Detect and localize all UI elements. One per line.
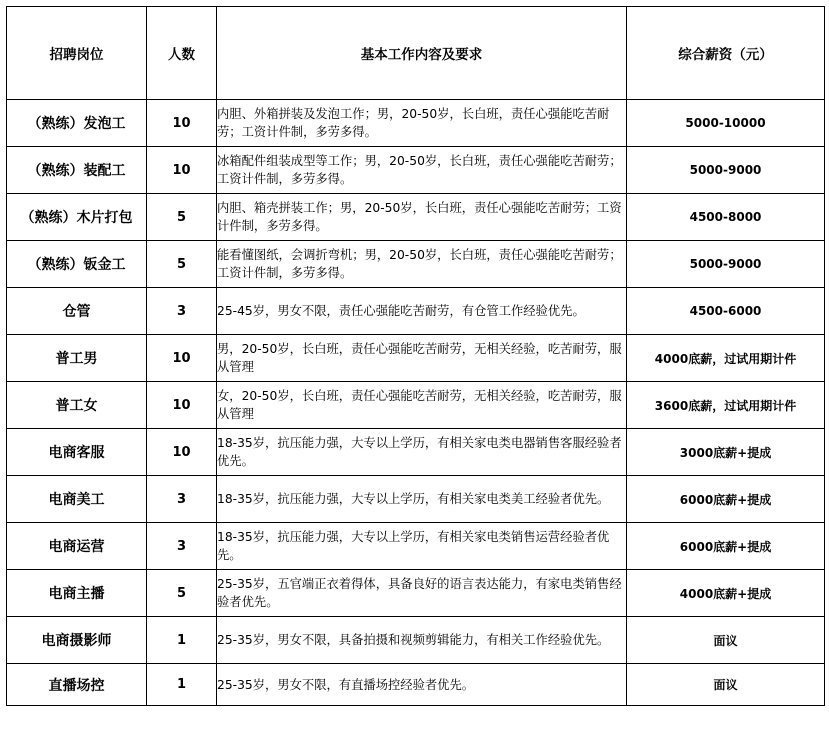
position-cell: 普工男 — [7, 335, 147, 382]
count-cell: 5 — [147, 241, 217, 288]
requirements-cell: 25-45岁，男女不限，责任心强能吃苦耐劳，有仓管工作经验优先。 — [217, 288, 627, 335]
requirements-cell: 冰箱配件组装成型等工作；男，20-50岁，长白班，责任心强能吃苦耐劳；工资计件制，多劳多得。 — [217, 147, 627, 194]
requirements-cell: 25-35岁，男女不限，具备拍摄和视频剪辑能力，有相关工作经验优先。 — [217, 617, 627, 664]
requirements-cell: 内胆、箱壳拼装工作；男，20-50岁，长白班，责任心强能吃苦耐劳；工资计件制，多劳多得。 — [217, 194, 627, 241]
requirements-cell: 18-35岁，抗压能力强，大专以上学历，有相关家电类美工经验者优先。 — [217, 476, 627, 523]
requirements-cell: 25-35岁，男女不限，有直播场控经验者优先。 — [217, 664, 627, 706]
count-cell: 5 — [147, 194, 217, 241]
count-cell: 10 — [147, 429, 217, 476]
salary-cell: 6000底薪+提成 — [627, 523, 825, 570]
table-row — [7, 147, 825, 194]
table-row — [7, 100, 825, 147]
salary-cell: 5000-9000 — [627, 147, 825, 194]
table-row — [7, 429, 825, 476]
position-cell: 电商美工 — [7, 476, 147, 523]
count-cell: 3 — [147, 523, 217, 570]
table-row — [7, 241, 825, 288]
table-row — [7, 570, 825, 617]
count-cell: 3 — [147, 476, 217, 523]
header-requirements: 基本工作内容及要求 — [217, 7, 627, 100]
position-cell: 电商运营 — [7, 523, 147, 570]
salary-cell: 4500-8000 — [627, 194, 825, 241]
header-row — [7, 7, 825, 100]
table-row — [7, 617, 825, 664]
header-salary: 综合薪资（元） — [627, 7, 825, 100]
count-cell: 10 — [147, 335, 217, 382]
recruitment-table — [6, 6, 825, 706]
count-cell: 10 — [147, 147, 217, 194]
position-cell: 普工女 — [7, 382, 147, 429]
salary-cell: 面议 — [627, 664, 825, 706]
table-row — [7, 335, 825, 382]
position-cell: （熟练）木片打包 — [7, 194, 147, 241]
requirements-cell: 18-35岁，抗压能力强，大专以上学历，有相关家电类销售运营经验者优先。 — [217, 523, 627, 570]
table-row — [7, 382, 825, 429]
count-cell: 1 — [147, 664, 217, 706]
header-count: 人数 — [147, 7, 217, 100]
salary-cell: 6000底薪+提成 — [627, 476, 825, 523]
table-row — [7, 476, 825, 523]
position-cell: 仓管 — [7, 288, 147, 335]
position-cell: （熟练）装配工 — [7, 147, 147, 194]
count-cell: 5 — [147, 570, 217, 617]
salary-cell: 4500-6000 — [627, 288, 825, 335]
requirements-cell: 25-35岁，五官端正衣着得体，具备良好的语言表达能力，有家电类销售经验者优先。 — [217, 570, 627, 617]
position-cell: 电商客服 — [7, 429, 147, 476]
table-row — [7, 523, 825, 570]
salary-cell: 4000底薪，过试用期计件 — [627, 335, 825, 382]
salary-cell: 面议 — [627, 617, 825, 664]
position-cell: 电商主播 — [7, 570, 147, 617]
header-position: 招聘岗位 — [7, 7, 147, 100]
salary-cell: 4000底薪+提成 — [627, 570, 825, 617]
requirements-cell: 18-35岁，抗压能力强，大专以上学历，有相关家电类电器销售客服经验者优先。 — [217, 429, 627, 476]
table-row — [7, 288, 825, 335]
count-cell: 1 — [147, 617, 217, 664]
requirements-cell: 内胆、外箱拼装及发泡工作；男，20-50岁，长白班，责任心强能吃苦耐劳；工资计件制，多劳多得。 — [217, 100, 627, 147]
position-cell: 电商摄影师 — [7, 617, 147, 664]
requirements-cell: 女，20-50岁，长白班，责任心强能吃苦耐劳，无相关经验，吃苦耐劳，服从管理 — [217, 382, 627, 429]
position-cell: （熟练）发泡工 — [7, 100, 147, 147]
count-cell: 10 — [147, 100, 217, 147]
requirements-cell: 能看懂图纸，会调折弯机；男，20-50岁，长白班，责任心强能吃苦耐劳；工资计件制，多劳多得。 — [217, 241, 627, 288]
salary-cell: 5000-10000 — [627, 100, 825, 147]
count-cell: 10 — [147, 382, 217, 429]
salary-cell: 3600底薪，过试用期计件 — [627, 382, 825, 429]
position-cell: （熟练）钣金工 — [7, 241, 147, 288]
salary-cell: 3000底薪+提成 — [627, 429, 825, 476]
requirements-cell: 男，20-50岁，长白班，责任心强能吃苦耐劳，无相关经验，吃苦耐劳，服从管理 — [217, 335, 627, 382]
table-row — [7, 194, 825, 241]
count-cell: 3 — [147, 288, 217, 335]
position-cell: 直播场控 — [7, 664, 147, 706]
salary-cell: 5000-9000 — [627, 241, 825, 288]
table-row — [7, 664, 825, 706]
